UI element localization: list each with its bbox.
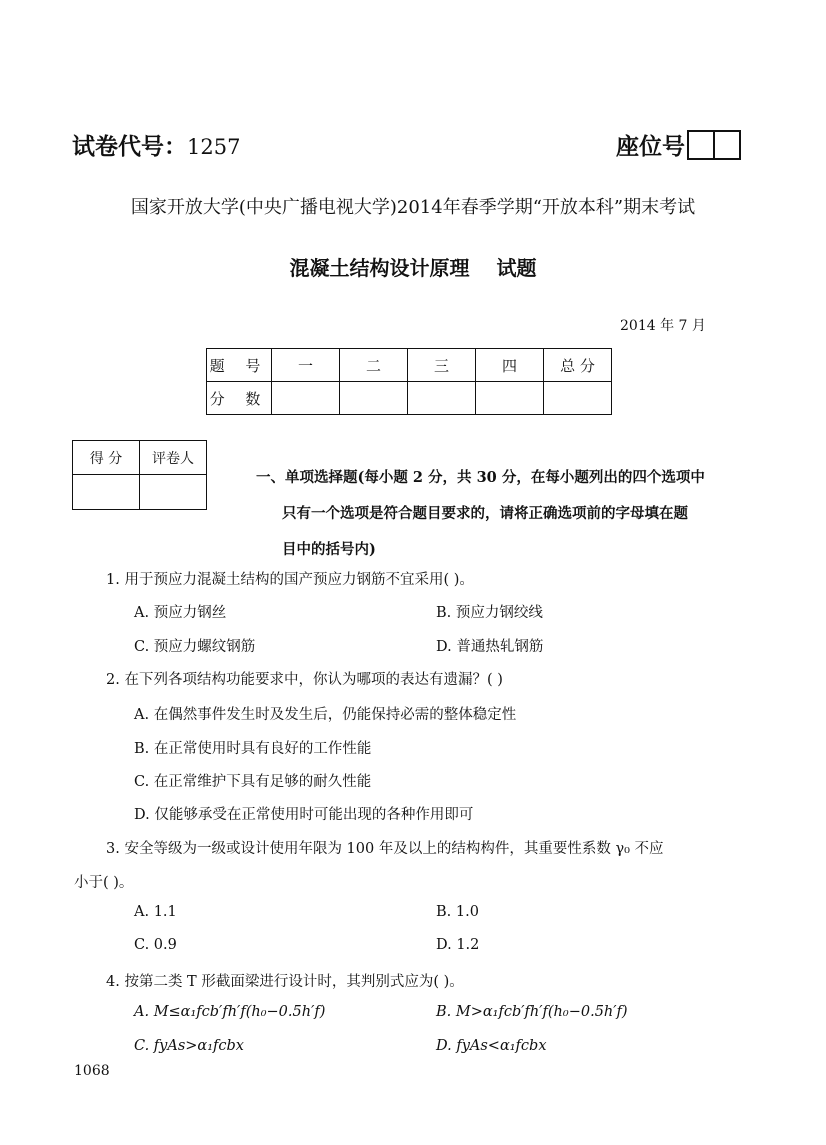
seat-number: [616, 128, 741, 161]
score-table: [206, 348, 612, 415]
score-header-cell: 二: [340, 349, 408, 382]
question-option: D. 普通热轧钢筋: [436, 639, 544, 655]
score-table-row: [207, 382, 612, 415]
question-option: C. 0.9: [134, 937, 177, 953]
seat-boxes: [687, 130, 741, 160]
grader-body-row: [73, 475, 207, 510]
section-line: 目中的括号内): [282, 541, 376, 558]
score-cell: [272, 382, 340, 415]
score-cell: [476, 382, 544, 415]
score-row-label: 分 数: [207, 382, 272, 415]
exam-date: 2014 年 7 月: [620, 318, 706, 334]
grader-cell: [73, 475, 140, 510]
section-instructions: [256, 460, 756, 568]
question-option: C. 在正常维护下具有足够的耐久性能: [134, 774, 372, 790]
question-option: A. 1.1: [134, 904, 177, 920]
section-line: 只有一个选项是符合题目要求的，请将正确选项前的字母填在题: [282, 505, 688, 522]
score-cell: [408, 382, 476, 415]
section-line: 一、单项选择题(每小题 2 分，共 30 分，在每小题列出的四个选项中: [256, 469, 705, 486]
question-stem: 3. 安全等级为一级或设计使用年限为 100 年及以上的结构构件，其重要性系数 γ₀ 不应: [106, 841, 664, 857]
question-option: C. 预应力螺纹钢筋: [134, 639, 256, 655]
score-cell: [340, 382, 408, 415]
score-cell: [544, 382, 612, 415]
university-line: 国家开放大学(中央广播电视大学)2014年春季学期“开放本科”期末考试: [130, 197, 696, 218]
grader-cell: [140, 475, 207, 510]
question-stem: 2. 在下列各项结构功能要求中，你认为哪项的表达有遗漏？( ): [106, 672, 503, 688]
seat-label: 座位号: [616, 134, 685, 160]
exam-title: 混凝土结构设计原理 试题: [289, 256, 537, 280]
question-option: C. fyAs>α₁fcbx: [134, 1038, 244, 1054]
seat-box: [715, 130, 741, 160]
score-header-cell: 四: [476, 349, 544, 382]
question-option: A. M≤α₁fcb′fh′f(h₀−0.5h′f): [134, 1004, 326, 1020]
score-header-cell: 总 分: [544, 349, 612, 382]
score-header-cell: 题 号: [207, 349, 272, 382]
grader-header-row: [73, 441, 207, 475]
question-option: D. fyAs<α₁fcbx: [436, 1038, 547, 1054]
question-stem-continued: 小于( )。: [74, 875, 134, 891]
score-header-cell: 三: [408, 349, 476, 382]
question-stem: 1. 用于预应力混凝土结构的国产预应力钢筋不宜采用( )。: [106, 572, 474, 588]
question-option: B. M>α₁fcb′fh′f(h₀−0.5h′f): [436, 1004, 628, 1020]
paper-code-label: 试卷代号：: [72, 134, 187, 160]
page-number: 1068: [74, 1063, 110, 1079]
paper-code-number: 1257: [187, 135, 241, 159]
question-option: B. 在正常使用时具有良好的工作性能: [134, 741, 372, 757]
question-option: B. 1.0: [436, 904, 479, 920]
score-table-header-row: [207, 349, 612, 382]
question-stem: 4. 按第二类 T 形截面梁进行设计时，其判别式应为( )。: [106, 974, 464, 990]
seat-box: [687, 130, 715, 160]
question-option: B. 预应力钢绞线: [436, 605, 543, 621]
question-option: A. 在偶然事件发生时及发生后，仍能保持必需的整体稳定性: [134, 707, 517, 723]
question-option: D. 1.2: [436, 937, 480, 953]
grader-header-cell: 得 分: [73, 441, 140, 475]
score-header-cell: 一: [272, 349, 340, 382]
grader-table: [72, 440, 207, 510]
grader-header-cell: 评卷人: [140, 441, 207, 475]
question-option: D. 仅能够承受在正常使用时可能出现的各种作用即可: [134, 807, 474, 823]
question-option: A. 预应力钢丝: [134, 605, 227, 621]
paper-code: [72, 128, 240, 161]
